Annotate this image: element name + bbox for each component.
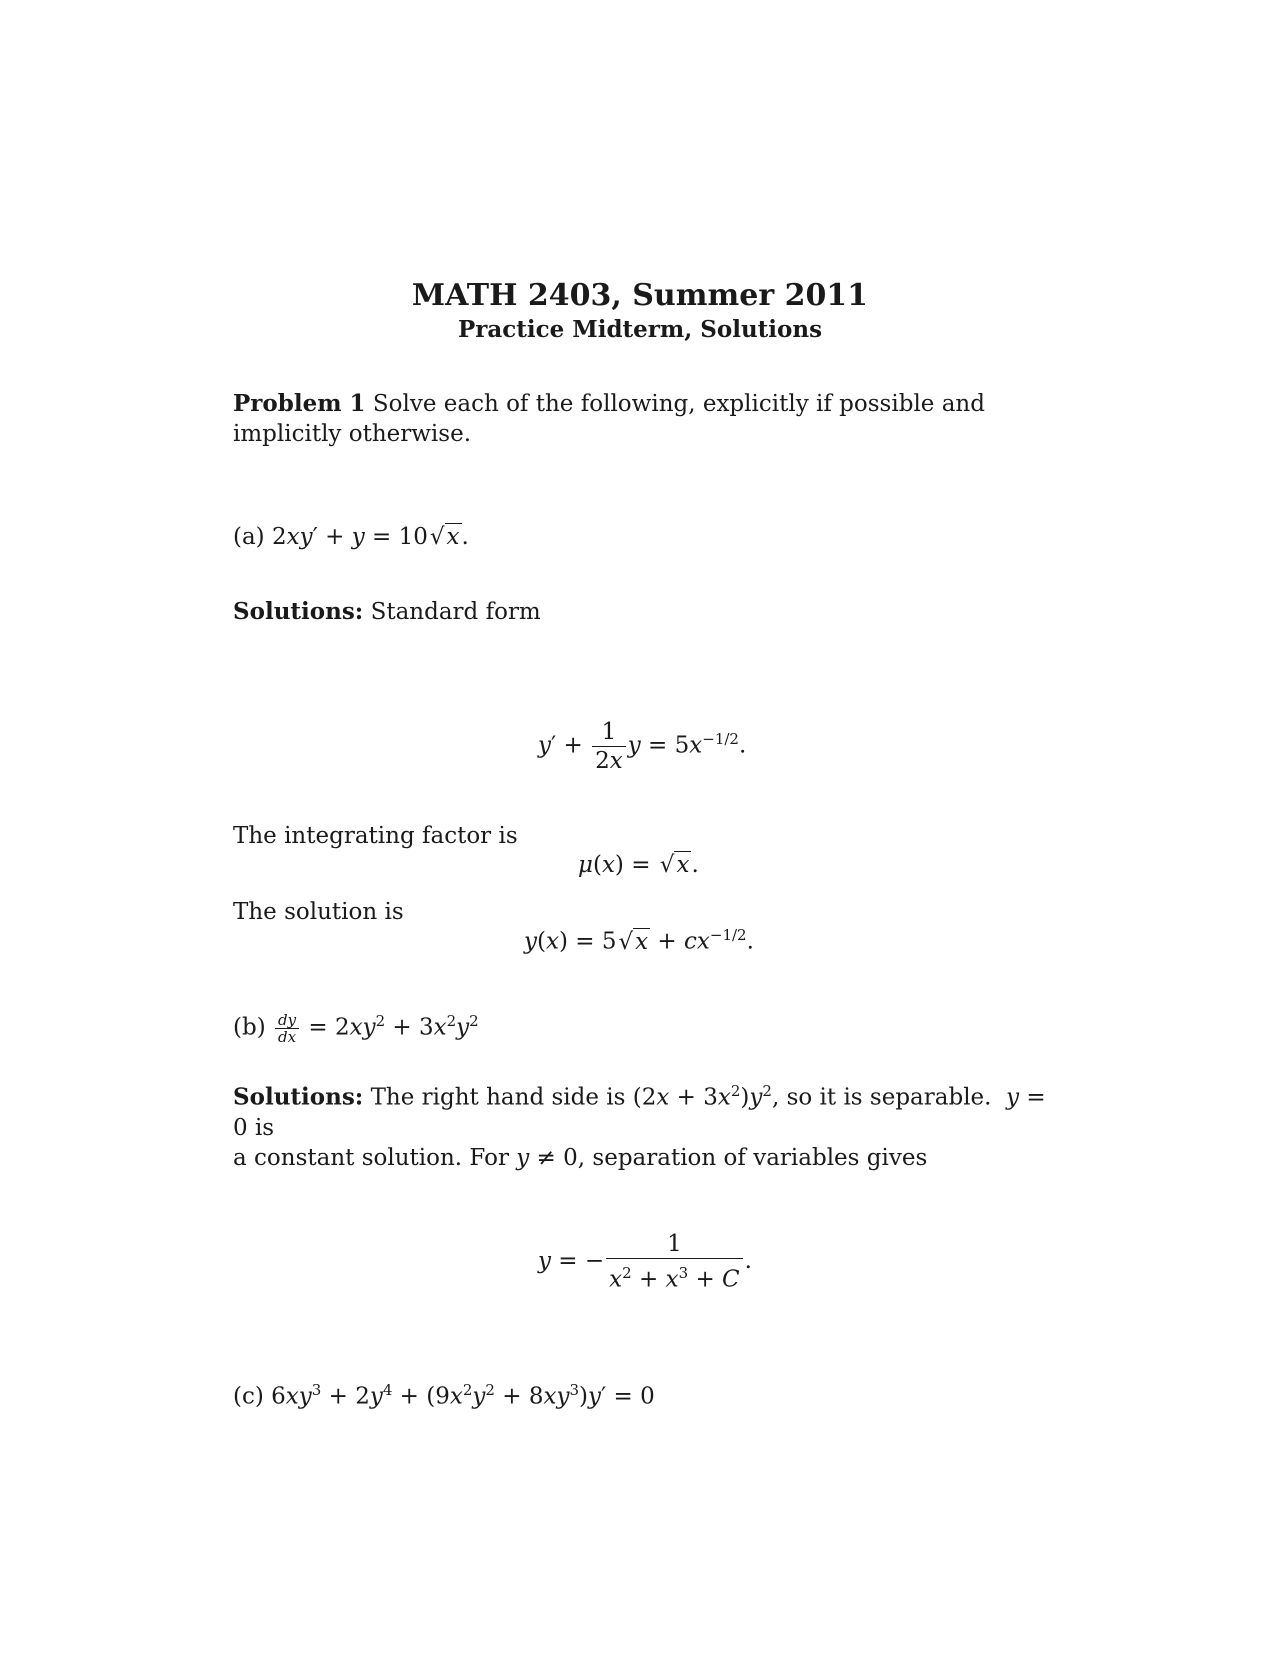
part-c-equation: (c) $6xy^3 + 2y^4 + (9x^2y^2 + 8xy^3)y' = 0$: [233, 1381, 655, 1410]
part-b-text-5: , separation of variables gives: [577, 1144, 928, 1171]
part-b-text-4: a constant solution. For: [233, 1144, 509, 1171]
page-subtitle: Practice Midterm, Solutions: [457, 316, 823, 343]
part-a-solutions-text: Standard form: [370, 599, 541, 625]
part-a-standard-form-equation: y′ + $\frac{1}{2x}$ $y = 5x^{-1/2}$.: [538, 719, 747, 774]
part-b-equation: (b) $\frac{dy}{dx}$ = $2xy^2 + 3x^2y^2$: [233, 1011, 479, 1047]
part-a-integrating-factor-text: The integrating factor is: [233, 823, 518, 849]
part-b-solution-paragraph: Solutions: The right hand side is $(2x + 3x^2)y^2$, so it is separable. y = 0 is a constant solution. For y ≠ 0, separation of variables gives: [233, 1082, 1046, 1171]
part-b-solutions-label: Solutions:: [233, 1083, 364, 1111]
derivative-fraction: $\frac{dy}{dx}$: [275, 1012, 299, 1045]
part-b-text-3: is: [254, 1114, 275, 1141]
part-b-solution-equation: y = − $\frac{1}{x^2 + x^3 + C}$ .: [538, 1231, 752, 1293]
part-a-solutions-label: Solutions:: [233, 598, 364, 625]
page-title: MATH 2403, Summer 2011: [411, 278, 869, 313]
problem-1-label: Problem 1: [233, 390, 366, 417]
part-b-label: (b): [233, 1014, 266, 1041]
fraction: $\frac{1}{2x}$: [592, 718, 626, 775]
part-a-integrating-factor-equation: μ(x) = √x.: [578, 852, 699, 878]
part-a-label: (a): [233, 524, 265, 550]
part-a-equation: (a) 2xy′ + y = 10√x.: [233, 524, 469, 550]
part-b-text-1: The right hand side is: [370, 1084, 626, 1111]
part-a-solution-intro: [233, 597, 541, 627]
part-a-solution-text: The solution is: [233, 899, 404, 925]
problem-1-statement: [233, 389, 1053, 449]
part-a-solution-equation: $y(x) = 5√x + cx^{-1/2}$.: [524, 926, 754, 955]
problem-1-text: Solve each of the following, explicitly if possible and implicitly otherwise.: [233, 391, 985, 447]
fraction: $\frac{1}{x^2 + x^3 + C}$: [606, 1230, 742, 1294]
part-c-label: (c): [233, 1383, 264, 1410]
part-b-text-2: , so it is separable.: [771, 1084, 992, 1111]
